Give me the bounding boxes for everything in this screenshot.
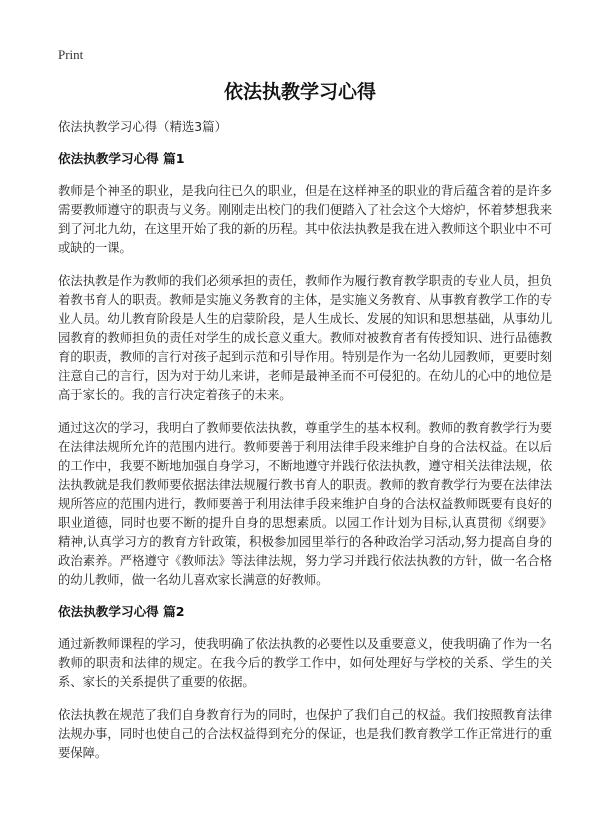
- section-heading: 依法执教学习心得 篇2: [58, 604, 185, 619]
- paragraph: 教师是个神圣的职业，是我向往已久的职业，但是在这样神圣的职业的背后蕴含着的是许多需要教师遵守的职责与义务。刚刚走出校门的我们便踏入了社会这个大熔炉，怀着梦想我来到了河北九幼，在这里开始了我的新的历程。其中依法执教是我在进入教师这个职业中不可或缺的一课。: [58, 183, 552, 255]
- section-1: [58, 150, 552, 589]
- paragraph: 依法执教在规范了我们自身教育行为的同时，也保护了我们自己的权益。我们按照教育法律法规办事，同时也使自己的合法权益得到充分的保证，也是我们教育教学工作正常进行的重要保障。: [58, 707, 552, 760]
- paragraph: 通过新教师课程的学习，使我明确了依法执教的必要性以及重要意义，使我明确了作为一名教师的职责和法律的规定。在我今后的教学工作中，如何处理好与学校的关系、学生的关系、家长的关系提供了重要的依据。: [58, 636, 552, 689]
- paragraph: 通过这次的学习，我明白了教师要依法执教，尊重学生的基本权利。教师的教育教学行为要在法律法规所允许的范围内进行。教师要善于利用法律手段来维护自身的合法权益。在以后的工作中，我要不断地加强自身学习，不断地遵守并践行依法执教，遵守相关法律法规，依法执教就是我们教师要依据法律法规履行教书育人的职责。教师的教育教学行为要在法律法规所答应的范围内进行，教师要善于利用法律手段来维护自身的合法权益教师既要有良好的职业道德，同时也要不断的提升自身的思想素质。以园工作计划为目标,认真贯彻《纲要》精神,认真学习方的教育方针政策，积极参加园里举行的各种政治学习活动,努力提高自身的政治素养。严格遵守《教师法》等法律法规，努力学习并践行依法执教的方针，做一名合格的幼儿教师，做一名幼儿喜欢家长满意的好教师。: [58, 420, 552, 587]
- print-link[interactable]: Print: [58, 47, 84, 62]
- paragraph: 依法执教是作为教师的我们必须承担的责任，教师作为履行教育教学职责的专业人员，担负着教书育人的职责。教师是实施义务教育的主体，是实施义务教育、从事教育教学工作的专业人员。幼儿教育阶段是人生的启蒙阶段，是人生成长、发展的知识和思想基础，从事幼儿园教育的教师担负的责任对学生的成长意义重大。教师对被教育者有传授知识、进行品德教育的职责，教师的言行对孩子起到示范和引导作用。特别是作为一名幼儿园教师，更要时刻注意自己的言行，因为对于幼儿来讲，老师是最神圣而不可侵犯的。在幼儿的心中的地位是高于家长的。我的言行决定着孩子的未来。: [58, 273, 552, 402]
- document-title: 依法执教学习心得: [223, 81, 376, 103]
- document-subtitle: 依法执教学习心得（精选3篇）: [58, 119, 227, 134]
- section-2: [58, 603, 552, 762]
- section-heading: 依法执教学习心得 篇1: [58, 151, 185, 166]
- document-body: [58, 118, 552, 776]
